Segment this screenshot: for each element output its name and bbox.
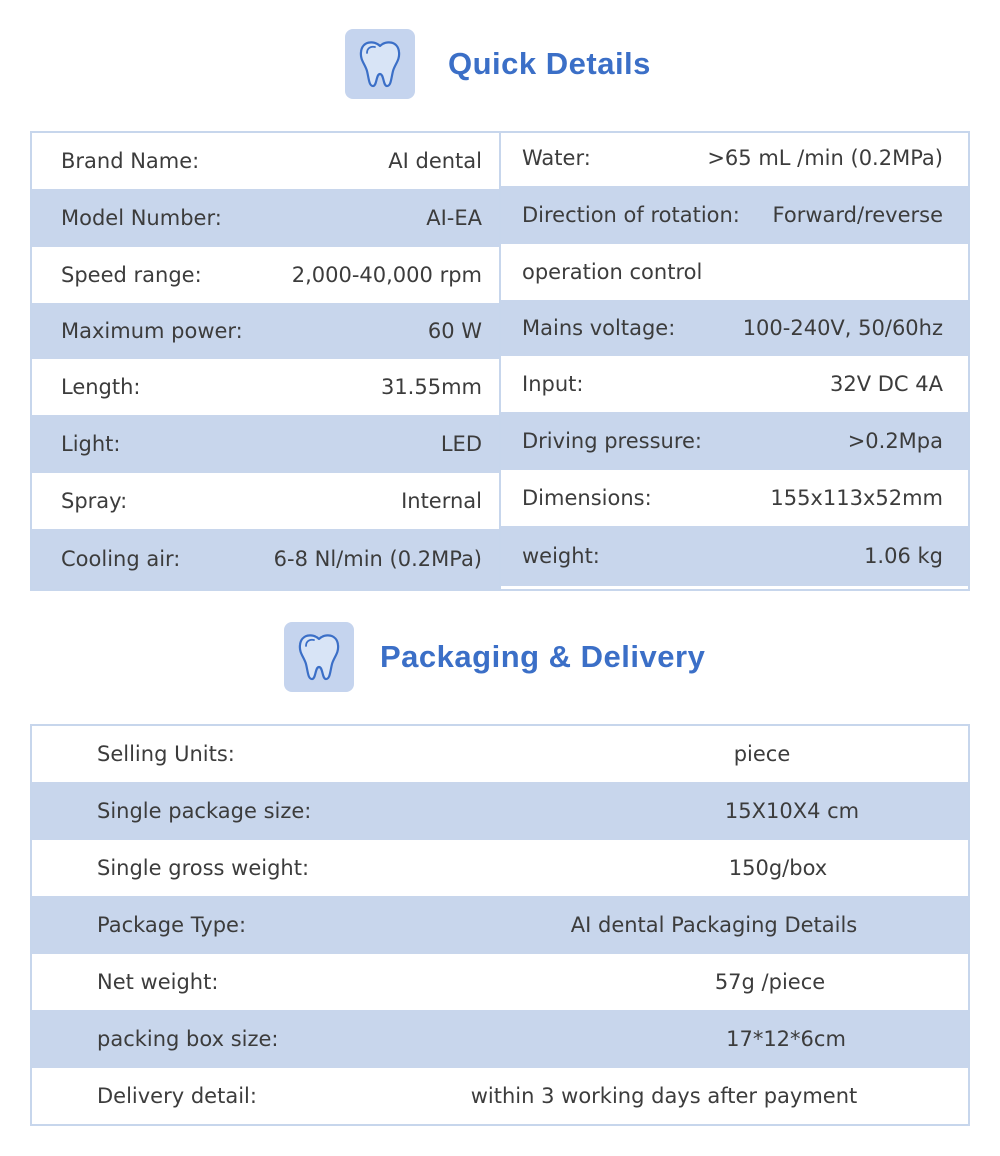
spec-row-right — [501, 244, 968, 300]
spec-value: AI dental — [388, 149, 482, 173]
packaging-label: Package Type: — [97, 913, 247, 937]
spec-row-left — [32, 303, 499, 359]
spec-label: operation control — [522, 260, 703, 284]
packaging-label: Single package size: — [97, 799, 312, 823]
spec-label: Light: — [61, 432, 121, 456]
spec-value: 155x113x52mm — [770, 486, 943, 510]
spec-value: 2,000-40,000 rpm — [291, 263, 482, 287]
packaging-row — [32, 1010, 968, 1068]
spec-row-left — [32, 247, 499, 303]
spec-row-right — [501, 186, 968, 244]
tooth-icon — [284, 622, 354, 692]
tooth-icon — [345, 29, 415, 99]
spec-value: Internal — [401, 489, 482, 513]
spec-row-right — [501, 470, 968, 526]
spec-value: 100-240V, 50/60hz — [742, 316, 943, 340]
packaging-label: Delivery detail: — [97, 1084, 257, 1108]
packaging-label: Single gross weight: — [97, 856, 310, 880]
packaging-label: Net weight: — [97, 970, 219, 994]
spec-row-left — [32, 473, 499, 529]
spec-label: weight: — [522, 544, 600, 568]
spec-label: Input: — [522, 372, 584, 396]
spec-value: 6-8 Nl/min (0.2MPa) — [273, 547, 482, 571]
spec-value: LED — [440, 432, 482, 456]
spec-value: Forward/reverse — [772, 203, 943, 227]
packaging-row — [32, 896, 968, 954]
column-divider — [499, 133, 501, 589]
packaging-value: 17*12*6cm — [726, 1027, 846, 1051]
spec-value: >65 mL /min (0.2MPa) — [707, 146, 943, 170]
spec-label: Speed range: — [61, 263, 202, 287]
packaging-row — [32, 782, 968, 840]
packaging-row — [32, 840, 968, 896]
packaging-value: 15X10X4 cm — [724, 799, 860, 823]
spec-label: Length: — [61, 375, 141, 399]
spec-value: 1.06 kg — [864, 544, 943, 568]
spec-value: >0.2Mpa — [847, 429, 943, 453]
spec-row-left — [32, 415, 499, 473]
spec-label: Water: — [522, 146, 591, 170]
spec-value: 60 W — [427, 319, 482, 343]
spec-value: 31.55mm — [380, 375, 482, 399]
packaging-value: 57g /piece — [714, 970, 826, 994]
packaging-value: AI dental Packaging Details — [570, 913, 858, 937]
spec-label: Spray: — [61, 489, 128, 513]
packaging-value: 150g/box — [728, 856, 828, 880]
spec-label: Dimensions: — [522, 486, 652, 510]
spec-row-left — [32, 133, 499, 189]
section-title: Packaging & Delivery — [380, 639, 706, 674]
packaging-row — [32, 954, 968, 1010]
spec-value: 32V DC 4A — [830, 372, 943, 396]
spec-label: Mains voltage: — [522, 316, 676, 340]
packaging-row — [32, 1068, 968, 1124]
spec-label: Model Number: — [61, 206, 222, 230]
packaging-label: Selling Units: — [97, 742, 235, 766]
page-title: Quick Details — [448, 46, 651, 81]
packaging-row — [32, 726, 968, 782]
spec-row-right — [501, 130, 968, 186]
packaging-table — [30, 724, 970, 1126]
packaging-label: packing box size: — [97, 1027, 279, 1051]
packaging-value: within 3 working days after payment — [470, 1084, 858, 1108]
spec-row-right — [501, 356, 968, 412]
spec-row-right — [501, 412, 968, 470]
spec-row-right — [501, 526, 968, 586]
spec-label: Brand Name: — [61, 149, 200, 173]
spec-value: AI-EA — [426, 206, 482, 230]
spec-label: Driving pressure: — [522, 429, 702, 453]
packaging-heading — [284, 622, 705, 692]
spec-label: Cooling air: — [61, 547, 181, 571]
quick-details-heading — [345, 29, 651, 99]
spec-label: Maximum power: — [61, 319, 243, 343]
spec-row-right — [501, 300, 968, 356]
spec-row-left — [32, 529, 499, 589]
spec-row-left — [32, 189, 499, 247]
spec-label: Direction of rotation: — [522, 203, 740, 227]
packaging-value: piece — [733, 742, 791, 766]
quick-details-table — [30, 131, 970, 591]
spec-row-left — [32, 359, 499, 415]
